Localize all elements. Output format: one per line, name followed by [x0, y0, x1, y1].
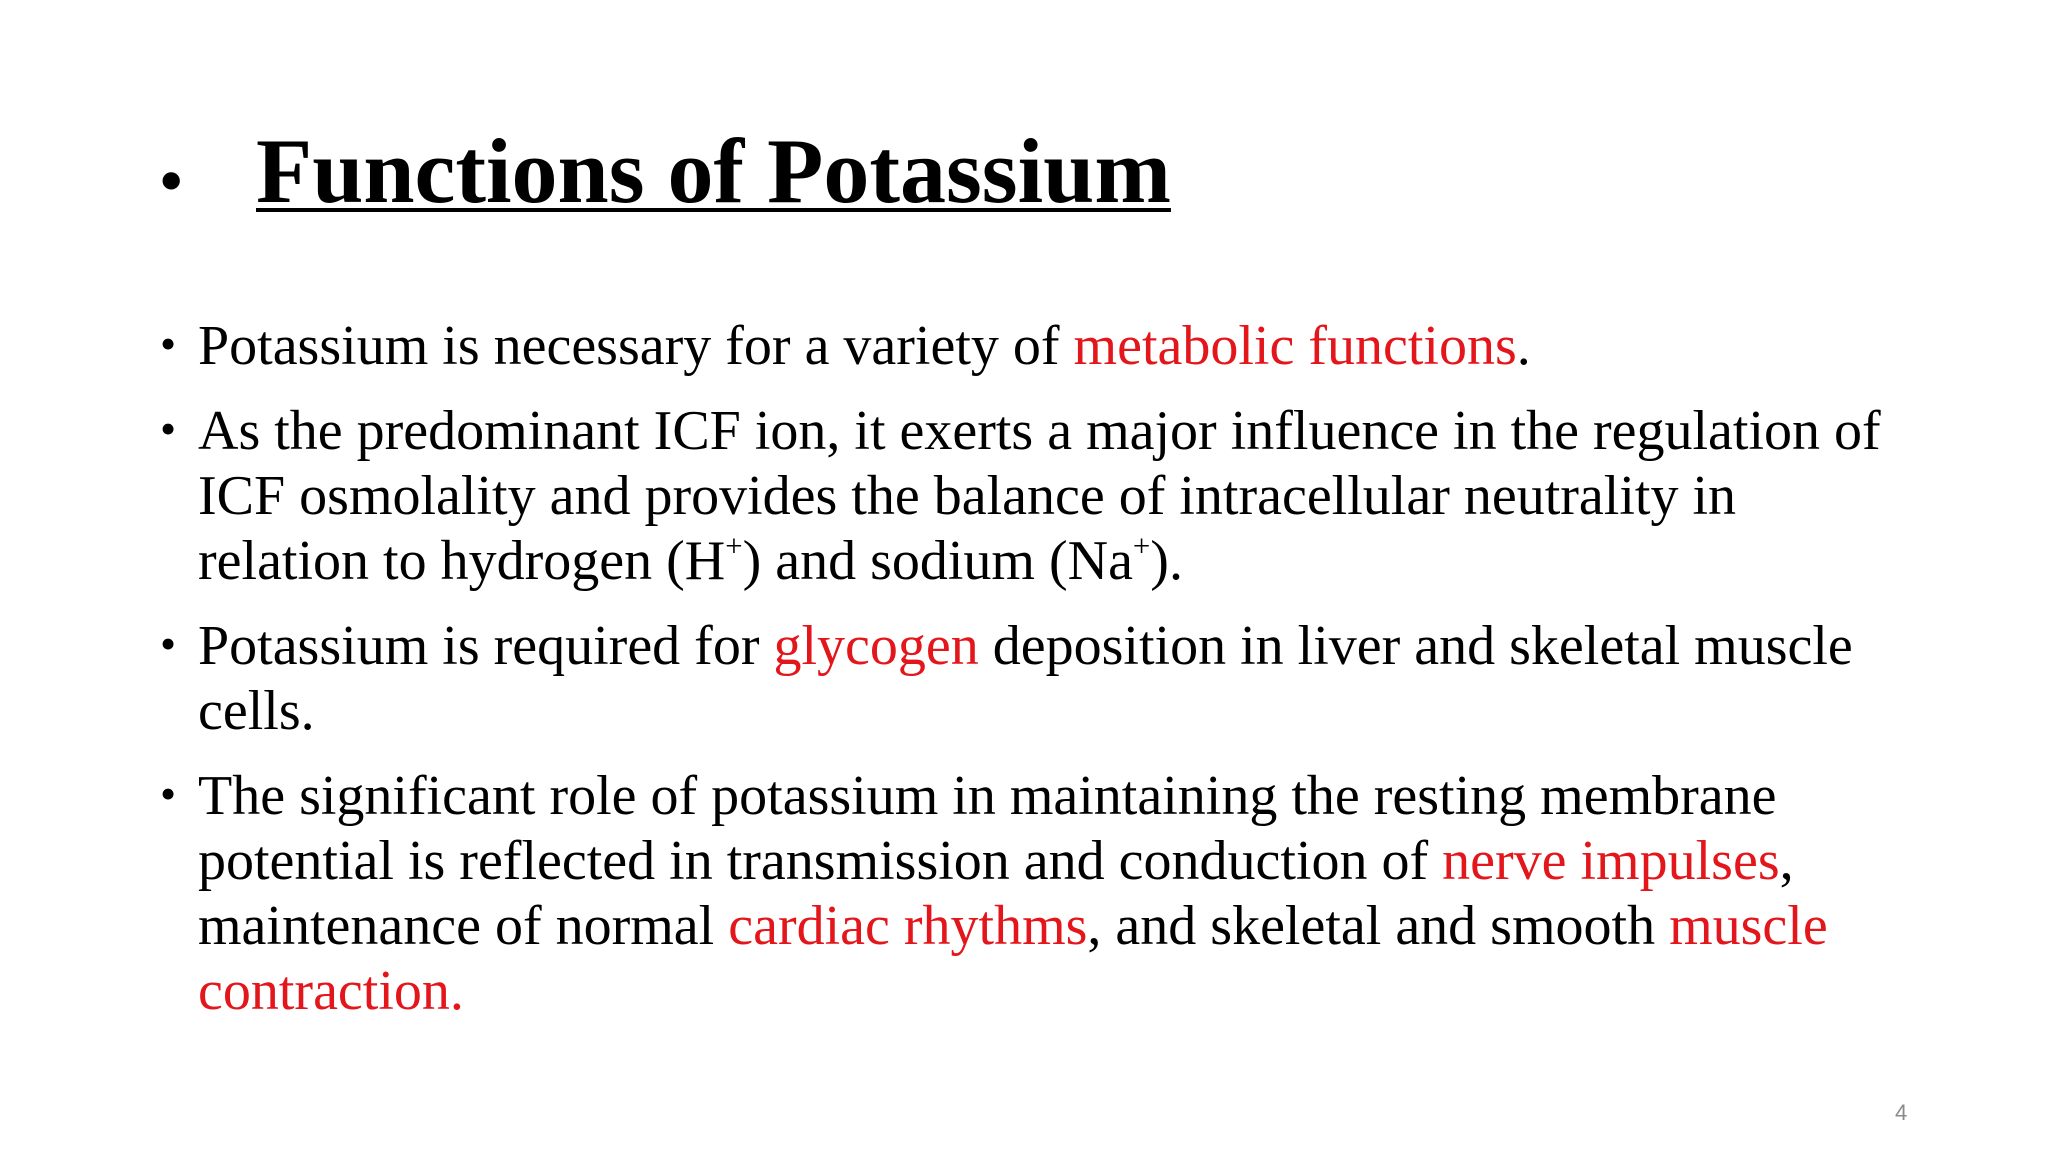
bullet-text: ) and sodium (Na [742, 530, 1133, 592]
title-bullet: • [160, 145, 183, 216]
slide-title-row [160, 116, 1171, 226]
bullet-text: , maintenance of normal [198, 830, 1794, 957]
bullet-dot: • [160, 318, 177, 369]
bullet-text: , and skeletal and smooth [1087, 895, 1670, 957]
highlighted-term: cardiac rhythms [728, 895, 1088, 957]
bullet-item-icf-ion [160, 399, 1920, 594]
page-number: 4 [1895, 1100, 1908, 1125]
slide-title: Functions of Potassium [256, 120, 1171, 222]
bullet-text: Potassium is required for [198, 615, 774, 677]
bullet-text: deposition in liver and skeletal muscle cells. [198, 615, 1853, 742]
bullet-text: ). [1150, 530, 1183, 592]
bullet-text: The significant role of potassium in maintaining the resting membrane potential is reflected in transmission and conduction of [198, 765, 1777, 892]
bullet-list [160, 314, 1920, 1044]
bullet-item-metabolic [160, 314, 1920, 379]
bullet-item-glycogen [160, 614, 1920, 744]
superscript-plus: + [1132, 529, 1151, 564]
bullet-dot: • [160, 768, 177, 819]
highlighted-term: muscle contraction. [198, 895, 1828, 1022]
highlighted-term: glycogen [773, 615, 979, 677]
highlighted-term: nerve impulses [1442, 830, 1780, 892]
bullet-dot: • [160, 403, 177, 454]
bullet-item-membrane-potential [160, 764, 1920, 1024]
superscript-plus: + [725, 529, 743, 564]
bullet-text: Potassium is necessary for a variety of [198, 315, 1074, 377]
highlighted-term: metabolic functions [1073, 315, 1517, 377]
bullet-text: . [1516, 315, 1531, 377]
bullet-text: As the predominant ICF ion, it exerts a major influence in the regulation of ICF osmolality and provides the balance of intracellular neutrality in relation to hydrogen (H [198, 400, 1881, 592]
bullet-dot: • [160, 618, 177, 669]
